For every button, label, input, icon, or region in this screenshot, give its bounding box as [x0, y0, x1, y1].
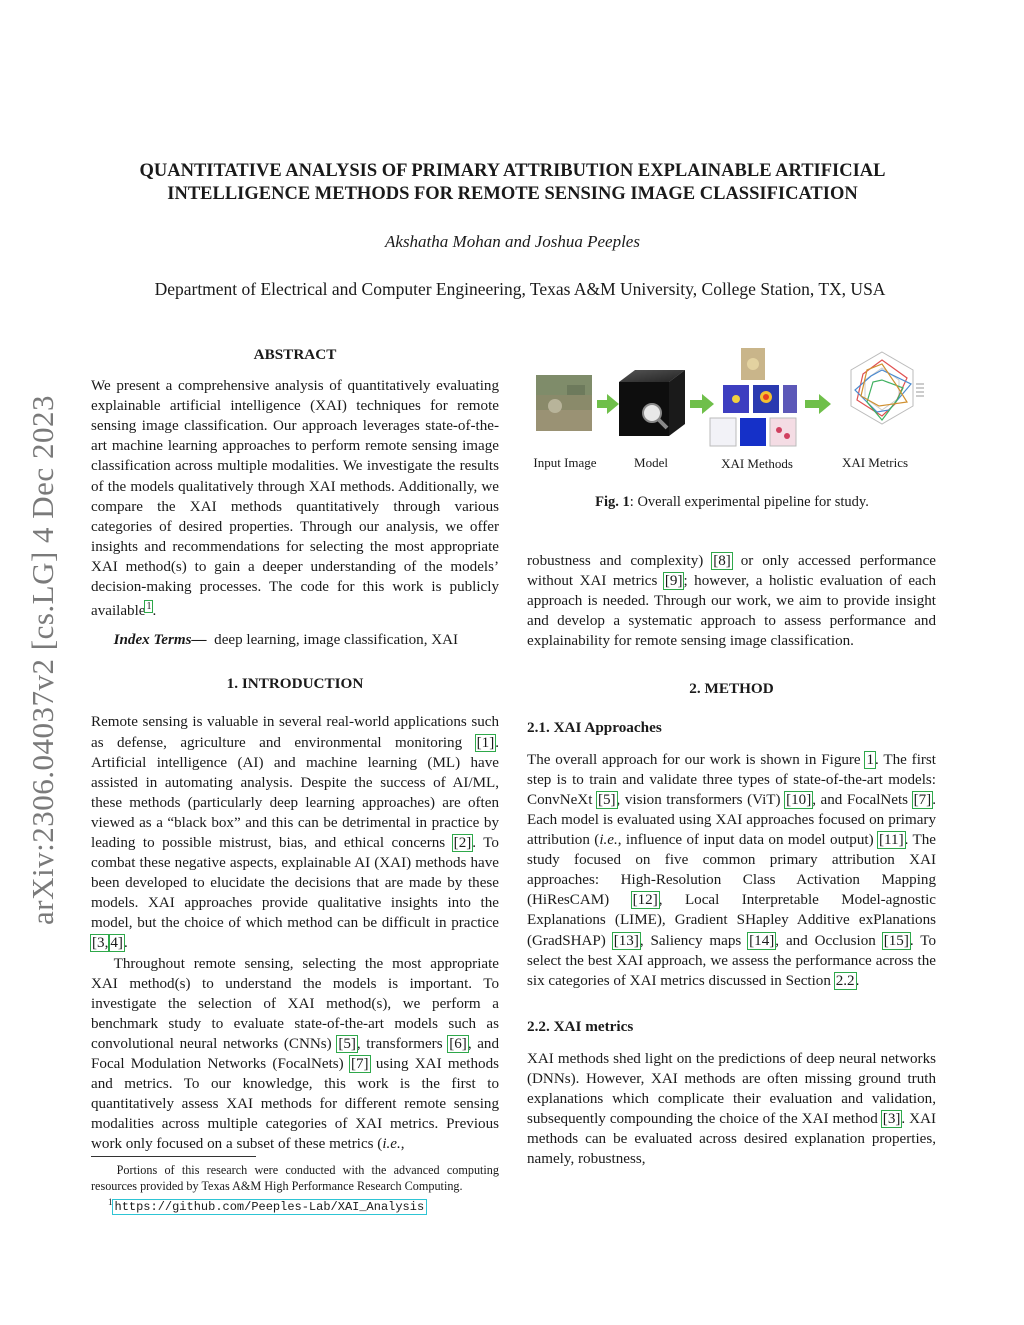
intro-paragraph-2 — [91, 954, 499, 1155]
arxiv-identifier — [23, 360, 63, 960]
section-2-2-link[interactable]: 2.2 — [835, 972, 855, 989]
intro-text: Remote sensing is valuable in several real-world applications such as defense, agriculture and environmental monitoring — [91, 714, 499, 751]
index-terms-text: deep learning, image classification, XAI — [214, 632, 459, 649]
abstract-text: We present a comprehensive analysis of quantitatively evaluating explainable artificial intelligence (XAI) techniques for remote sensing image classification. Our approach leverages state-of-the-art machine learning approaches to perform remote sensing image classification across multiple modalities. We investigate the results of the models qualitatively through XAI methods. Additionally, we compare the XAI methods quantitatively through various categories of desired properties. Through our analysis, we offer insights and recommendations for selecting the most appropriate XAI method(s) to gain a deeper understanding of the models’ decision-making processes. The code for this work is publicly available — [91, 378, 499, 620]
footnote-rule — [91, 1156, 256, 1157]
abstract-body: We present a comprehensive analysis of quantitatively evaluating explainable artificial intelligence (XAI) techniques for remote sensing image classification. Our approach leverages state-of-the-art machine learning approaches to perform remote sensing image classification across multiple modalities. We investigate the results of the models qualitatively through XAI methods. Additionally, we compare the XAI methods quantitatively through various categories of desired properties. Through our analysis, we offer insights and recommendations for selecting the most appropriate XAI method(s) to gain a deeper understanding of the models’ decision-making processes. The code for this work is publicly available$^1$. — [91, 378, 499, 620]
citation-13[interactable]: [13] — [613, 932, 639, 949]
intro-text: Throughout remote sensing, selecting the most appropriate XAI method(s) to understand the models is important. To investigate the selection of XAI method(s), we perform a benchmark study to evaluate state-of-the-art models such as convolutional neural networks (CNNs) — [91, 955, 499, 1052]
body-text: , Saliency maps — [639, 932, 742, 949]
figure-label-input-image: Input Image — [533, 455, 597, 470]
citation-7[interactable]: [7] — [913, 791, 932, 808]
citation-6[interactable]: [6] — [449, 1035, 467, 1052]
figure-label-xai-metrics: XAI Metrics — [841, 455, 909, 470]
body-text: , and Occlusion — [775, 932, 876, 949]
arrow-3 — [805, 394, 831, 414]
body-text: , and FocalNets — [812, 791, 909, 808]
intro-text: , and Focal Modulation Networks (FocalNets) — [91, 1035, 500, 1073]
body-text: , influence of input data on model output) — [617, 832, 874, 849]
figure-1-link[interactable]: 1 — [866, 751, 875, 768]
body-text: . The first step is to train and validate three types of state-of-the-art models: ConvNeXt — [527, 751, 936, 808]
citation-5[interactable]: [5] — [338, 1035, 356, 1052]
affiliation: Department of Electrical and Computer Engineering, Texas A&M University, College Station, TX, USA — [154, 279, 886, 299]
arrow-2 — [690, 394, 714, 414]
intro-text: . Artificial intelligence (AI) and machine learning (ML) have assisted in automating analysis. Despite the success of AI/ML, these methods (particularly deep learning approaches) are often viewed as a “black box” and this can be detrimental in practice by leading to possible mistrust, bias, and ethical concerns — [91, 734, 500, 851]
right-column — [527, 551, 936, 1169]
footnote-number: 1 — [108, 1197, 113, 1207]
citation-10[interactable]: [10] — [786, 791, 812, 808]
index-terms — [91, 630, 499, 650]
intro-text: , — [400, 1136, 405, 1153]
body-text: . — [855, 972, 860, 989]
arxiv-identifier-text: arXiv:2306.04037v2 [cs.LG] 4 Dec 2023 — [25, 395, 60, 925]
citation-8[interactable]: [8] — [713, 553, 731, 569]
ie-text: i.e. — [382, 1136, 401, 1153]
body-text: ; however, a holistic evaluation of each approach is needed. Through our work, we aim to provide insight and develop a systematic approach to assess performance and explainability for remote sensing image classification. — [527, 573, 937, 650]
citation-11[interactable]: [11] — [879, 832, 904, 849]
introduction-heading: 1. INTRODUCTION — [226, 675, 364, 693]
ie-text: i.e. — [599, 832, 618, 849]
citation-5[interactable]: [5] — [597, 791, 616, 808]
method-heading: 2. METHOD — [689, 680, 774, 698]
body-text: , vision transformers (ViT) — [616, 791, 781, 808]
citation-14[interactable]: [14] — [749, 932, 775, 949]
body-text: . To select the best XAI approach, we assess the performance across the six categories of XAI metrics discussed in Section — [527, 932, 936, 989]
citation-7[interactable]: [7] — [350, 1056, 369, 1073]
body-text: or only accessed performance without XAI metrics — [527, 553, 936, 590]
model-cube-icon — [619, 370, 685, 436]
footnote-funding: Portions of this research were conducted with the advanced computing resources provided by Texas A&M High Performance Research Computing. — [91, 1163, 499, 1193]
figure-1-caption — [527, 494, 937, 511]
xai-approaches-heading: 2.1. XAI Approaches — [527, 718, 662, 736]
intro-continuation — [527, 551, 936, 651]
index-terms-label: Index Terms— — [113, 632, 207, 649]
paper-title — [90, 160, 935, 206]
figure-label-model: Model — [634, 455, 668, 470]
arrow-1 — [597, 394, 619, 414]
body-text: . The study focused on five common primary attribution XAI approaches: High-Resolution Class Activation Mapping (HiResCAM) — [527, 832, 936, 909]
caption-label: Fig. 1 — [595, 494, 630, 510]
figure-label-xai-methods: XAI Methods — [721, 456, 793, 471]
intro-paragraph-1: Remote sensing is valuable in several real-world applications such as defense, agriculture and environmental monitoring [1]. Artificial intelligence (AI) and machine learning (ML) have assisted in automating analysis. Despite the success of AI/ML, these methods (particularly deep learning approaches) are often viewed as a “black box” and this can be detrimental in practice by leading to possible mistrust, bias, and ethical concerns [2]. To combat these negative aspects, explainable AI (XAI) methods have been developed to elucidate the decisions that are made by these models. XAI approaches provide qualitative insights into the model, but the choice of which method can be difficult in practice [3, 4]. — [91, 714, 500, 952]
caption-text: : Overall experimental pipeline for study. — [629, 494, 869, 510]
xai-approaches-paragraph — [527, 750, 936, 991]
abstract-heading: ABSTRACT — [253, 346, 337, 363]
citation-2[interactable]: [2] — [453, 835, 472, 851]
xai-metrics-radar-icon — [851, 352, 924, 424]
citation-4[interactable]: 4] — [110, 935, 123, 952]
xai-metrics-paragraph — [527, 1049, 936, 1170]
citation-12[interactable]: [12] — [632, 892, 658, 909]
left-column — [91, 345, 499, 1155]
citation-15[interactable]: [15] — [883, 932, 909, 949]
intro-text: . To combat these negative aspects, explainable AI (XAI) methods have been developed to elucidate the decisions that are made by these models. XAI approaches provide qualitative insights into the model, but the choice of which method can be difficult in practice — [91, 835, 499, 932]
citation-3[interactable]: [3, — [92, 935, 109, 952]
intro-text: using XAI methods and metrics. To our knowledge, this work is the first to quantitatively assess XAI methods for different remote sensing modalities across multiple categories of XAI metrics. Previous work only focused on a subset of these metrics ( — [91, 1056, 500, 1153]
body-text: , Local Interpretable Model-agnostic Explanations (LIME), Gradient SHapley Additive exPlanations (GradSHAP) — [527, 892, 936, 949]
xai-metrics-heading: 2.2. XAI metrics — [527, 1017, 634, 1035]
input-image-thumbnail — [536, 375, 592, 431]
citation-1[interactable]: [1] — [476, 734, 495, 751]
xai-methods-grid — [710, 348, 797, 446]
authors: Akshatha Mohan and Joshua Peeples — [385, 232, 640, 251]
body-text: robustness and complexity) — [527, 553, 704, 569]
repository-link[interactable]: https://github.com/Peeples-Lab/XAI_Analysis — [114, 1200, 425, 1215]
title-line-1: QUANTITATIVE ANALYSIS OF PRIMARY ATTRIBUTION EXPLAINABLE ARTIFICIAL — [139, 161, 886, 181]
intro-text: , transformers — [356, 1035, 443, 1052]
body-text: The overall approach for our work is shown in Figure — [527, 751, 861, 768]
footnote-mark-link[interactable]: 1 — [146, 601, 152, 613]
body-text: XAI methods shed light on the predictions of deep neural networks (DNNs). However, XAI methods are often missing ground truth explanations which complicate their evaluation and validation, subsequently compounding the choice of the XAI method — [527, 1050, 936, 1128]
citation-9[interactable]: [9] — [664, 573, 683, 590]
title-line-2: INTELLIGENCE METHODS FOR REMOTE SENSING IMAGE CLASSIFICATION — [167, 184, 858, 204]
citation-3[interactable]: [3] — [882, 1111, 901, 1128]
body-text: . Each model is evaluated using XAI approaches focused on primary attribution ( — [527, 791, 936, 849]
body-text: . XAI methods can be evaluated across desired explanation properties, namely, robustness, — [527, 1111, 937, 1168]
footnote-url-line — [108, 1194, 508, 1215]
